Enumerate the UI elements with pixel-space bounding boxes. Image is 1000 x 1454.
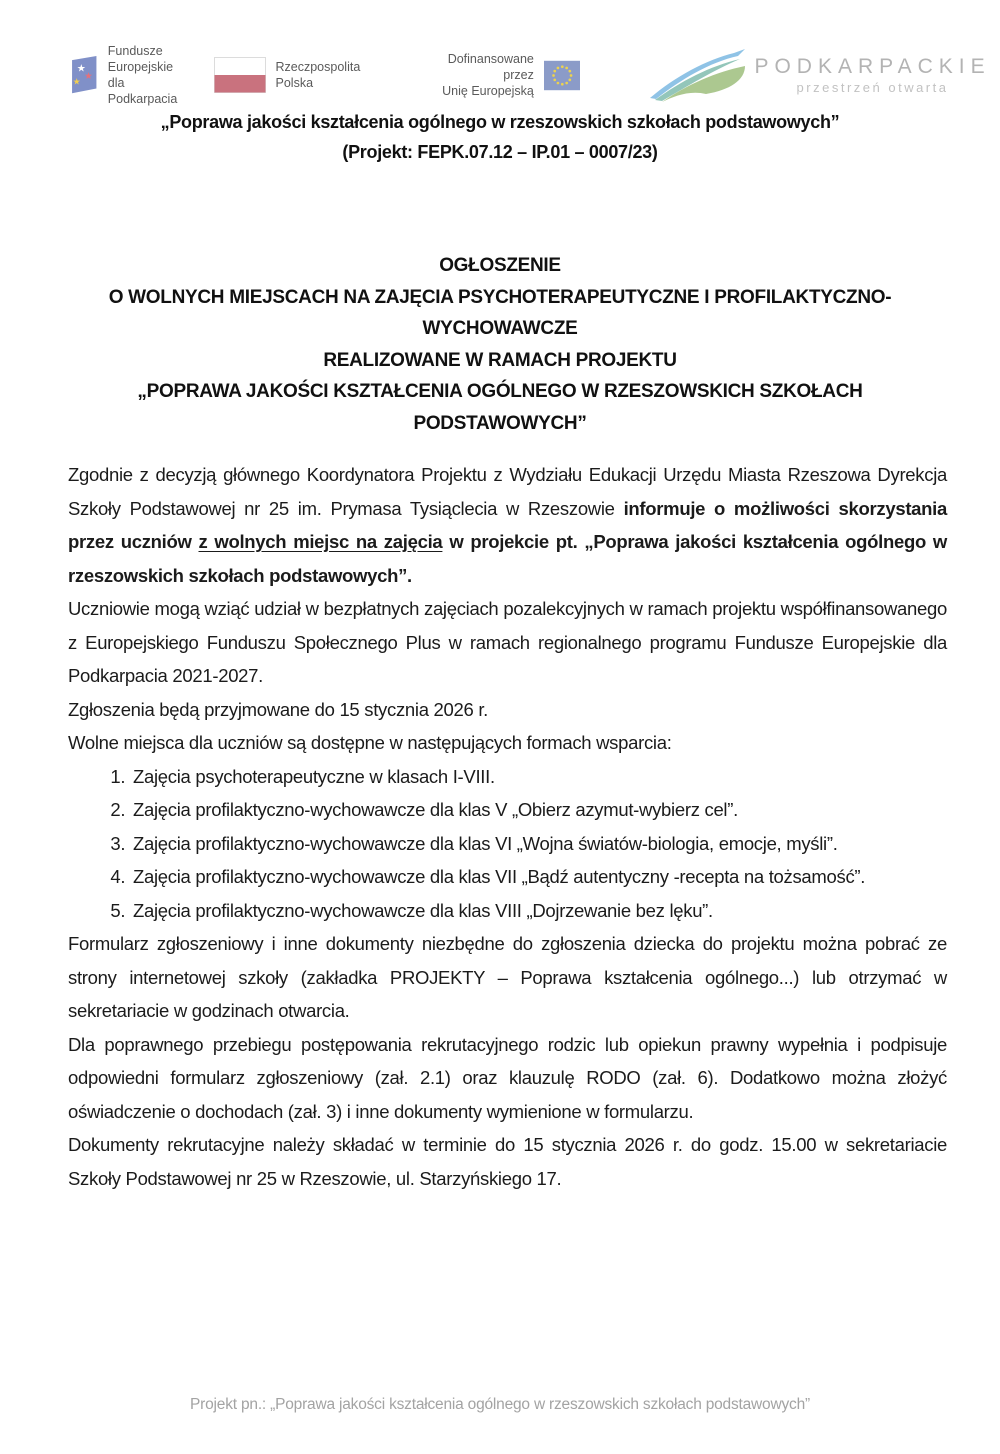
fundusze-europejskie-flag-icon (68, 47, 98, 103)
funding-logos-bar (68, 43, 991, 107)
svg-text:★: ★ (76, 63, 86, 75)
paragraph-free-classes: Uczniowie mogą wziąć udział w bezpłatnych zajęciach pozalekcyjnych w ramach projektu współfinansowanego z Europejskiego Funduszu Społecznego Plus w ramach regionalnego programu Fundusze Europejskie dla Podkarpacia 2021-2027. (68, 598, 947, 686)
document-body (68, 458, 947, 1195)
svg-text:★: ★ (72, 77, 81, 88)
podkarpackie-swoosh-icon (648, 46, 748, 104)
paragraph-decision (68, 458, 947, 592)
decision-bold-after: w projekcie pt. „Poprawa jakości kształcenia ogólnego w rzeszowskich szkołach podstawowych”. (68, 531, 947, 586)
paragraph-list-intro: Wolne miejsca dla uczniów są dostępne w następujących formach wsparcia: (68, 732, 672, 753)
eu-flag-icon (544, 57, 581, 94)
eu-line1: Dofinansowane przez (447, 51, 534, 82)
fundusze-europejskie-logo (68, 43, 192, 108)
fundusze-europejskie-label (108, 43, 192, 108)
list-item: 3. Zajęcia profilaktyczno-wychowawcze dla klas VI „Wojna światów-biologia, emocje, myśli”. (130, 827, 947, 861)
list-item: 4. Zajęcia profilaktyczno-wychowawcze dla klas VII „Bądź autentyczny -recepta na tożsamość”. (130, 860, 947, 894)
poland-label (276, 59, 361, 92)
paragraph-deadline: Zgłoszenia będą przyjmowane do 15 stycznia 2026 r. (68, 698, 489, 720)
announcement-line: „POPRAWA JAKOŚCI KSZTAŁCENIA OGÓLNEGO W RZESZOWSKICH SZKOŁACH (137, 381, 863, 402)
support-forms-list (68, 760, 947, 928)
decision-bold-before: informuje o możliwości skorzystania przez uczniów (68, 497, 947, 552)
paragraph-procedure: Dla poprawnego przebiegu postępowania rekrutacyjnego rodzic lub opiekun prawny wypełnia i podpisuje odpowiedni formularz zgłoszeniowy (zał. 2.1) oraz klauzulę RODO (zał. 6). Dodatkowo można złożyć oświadczenie o dochodach (zał. 3) i inne dokumenty wymienione w formularzu. (68, 1033, 947, 1122)
announcement-line: WYCHOWAWCZE (422, 318, 578, 339)
announcement-line: O WOLNYCH MIEJSCACH NA ZAJĘCIA PSYCHOTERAPEUTYCZNE I PROFILAKTYCZNO- (108, 286, 892, 308)
announcement-line: PODSTAWOWYCH” (413, 412, 587, 434)
project-title (40, 107, 960, 167)
list-item: 1. Zajęcia psychoterapeutyczne w klasach I-VIII. (130, 760, 947, 794)
fundusze-line1: Fundusze Europejskie (107, 43, 174, 74)
list-item: 2. Zajęcia profilaktyczno-wychowawcze dla klas V „Obierz azymut-wybierz cel”. (130, 793, 947, 827)
poland-line1: Rzeczpospolita (275, 59, 361, 74)
project-number-line: (Projekt: FEPK.07.12 – IP.01 – 0007/23) (342, 142, 658, 162)
announcement-line: OGŁOSZENIE (439, 255, 561, 276)
footer-project-name: Projekt pn.: „Poprawa jakości kształcenia ogólnego w rzeszowskich szkołach podstawowych” (190, 1396, 810, 1413)
podkarpackie-tagline: przestrzeń otwarta (796, 80, 949, 95)
eu-funding-logo (438, 51, 580, 100)
poland-line2: Polska (275, 76, 314, 90)
podkarpackie-name: PODKARPACKIE (754, 55, 991, 78)
podkarpackie-logo (648, 46, 990, 104)
announcement-line: REALIZOWANE W RAMACH PROJEKTU (323, 349, 677, 371)
podkarpackie-label (754, 55, 990, 95)
underlined-phrase: z wolnych miejsc na zajęcia (198, 531, 443, 552)
announcement-heading (55, 250, 945, 439)
project-title-line1: „Poprawa jakości kształcenia ogólnego w rzeszowskich szkołach podstawowych” (160, 112, 840, 132)
eu-line2: Unię Europejską (442, 84, 534, 99)
paragraph-submission: Dokumenty rekrutacyjne należy składać w terminie do 15 stycznia 2026 r. do godz. 15.00 w sekretariacie Szkoły Podstawowej nr 25 w Rzeszowie, ul. Starzyńskiego 17. (68, 1134, 947, 1189)
svg-text:★: ★ (84, 71, 93, 83)
page-footer (0, 1396, 1000, 1414)
paragraph-documents: Formularz zgłoszeniowy i inne dokumenty niezbędne do zgłoszenia dziecka do projektu można pobrać ze strony internetowej szkoły (zakładka PROJEKTY – Poprawa kształcenia ogólnego...) lub otrzymać w sekretariacie w godzinach otwarcia. (68, 933, 947, 1021)
list-item: 5. Zajęcia profilaktyczno-wychowawcze dla klas VIII „Dojrzewanie bez lęku”. (130, 894, 947, 928)
fundusze-line2: dla Podkarpacia (107, 76, 178, 107)
eu-funding-label (438, 51, 534, 100)
poland-flag-icon (214, 57, 266, 93)
rzeczpospolita-polska-logo (214, 57, 361, 93)
decision-normal-text: Zgodnie z decyzją głównego Koordynatora Projektu z Wydziału Edukacji Urzędu Miasta Rzeszowa Dyrekcja Szkoły Podstawowej nr 25 im. Prymasa Tysiąclecia w Rzeszowie (68, 464, 947, 519)
